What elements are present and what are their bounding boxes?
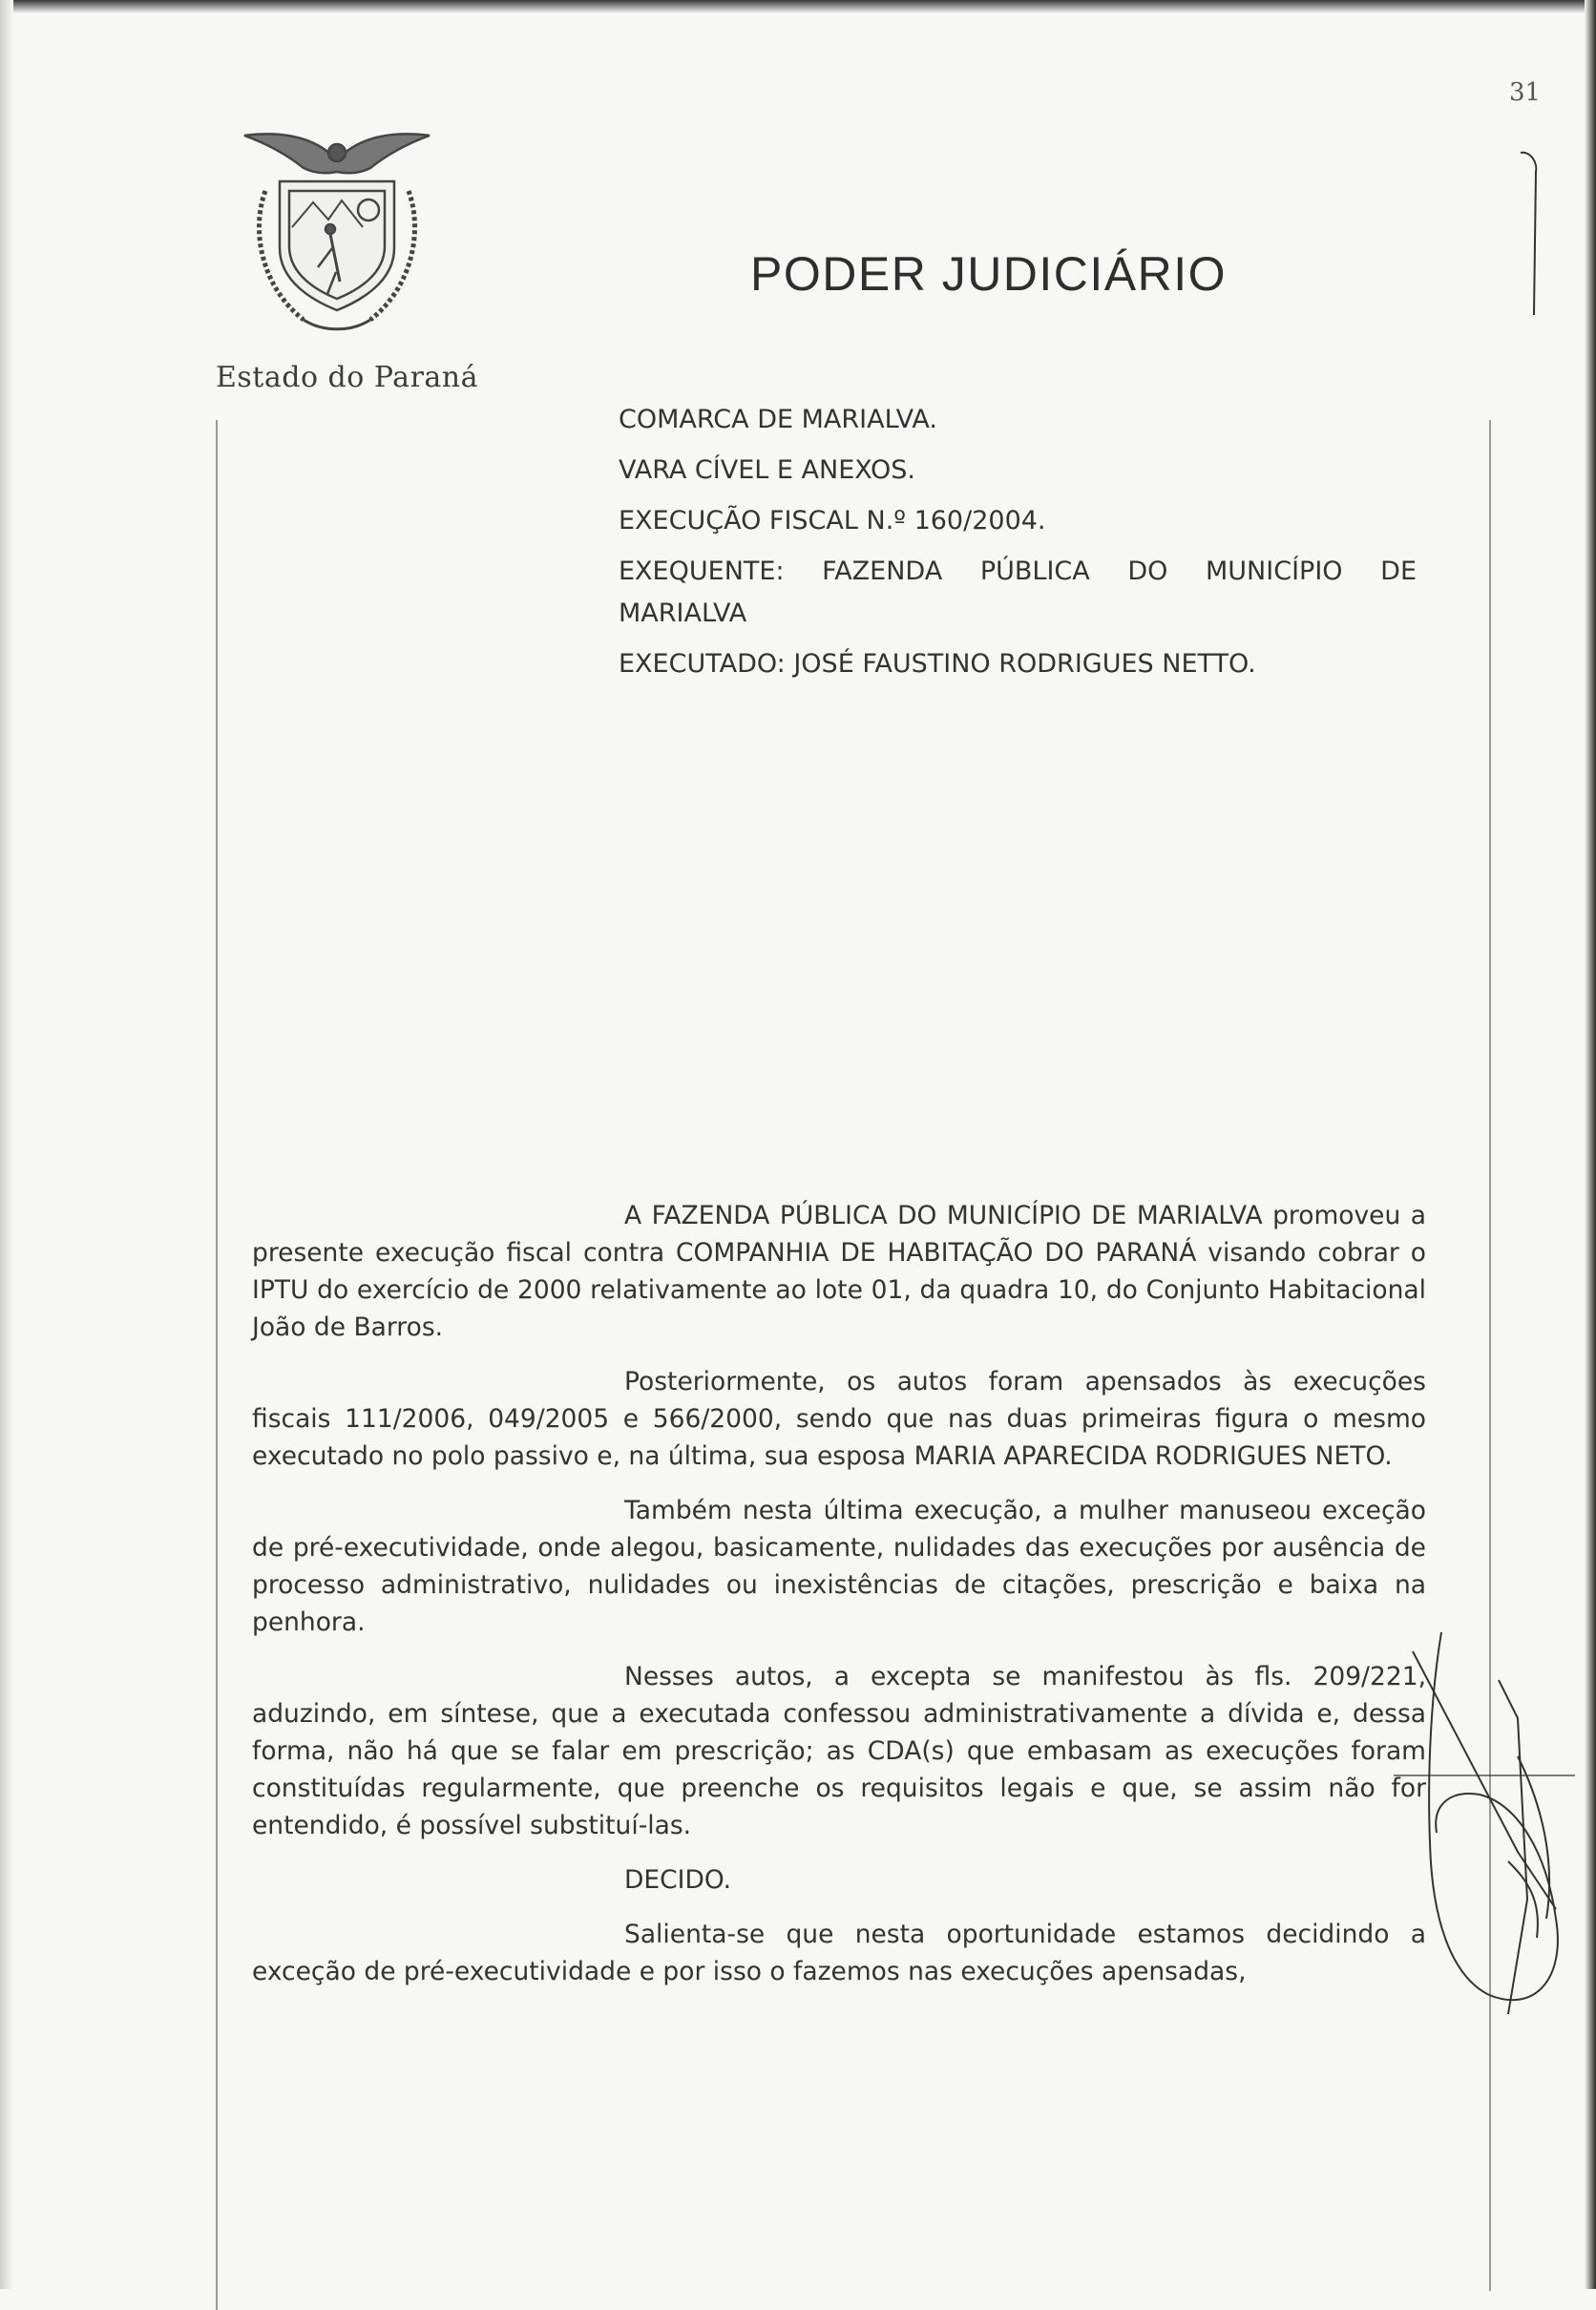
case-header xyxy=(619,399,1417,694)
page-number: 31 xyxy=(1509,78,1542,107)
exequente-text-1: EXEQUENTE: FAZENDA PÚBLICA DO MUNICÍPIO DE xyxy=(619,556,1417,586)
page-title: PODER JUDICIÁRIO xyxy=(750,247,1228,301)
decido-heading: DECIDO. xyxy=(624,1865,732,1895)
parana-coat-of-arms-icon xyxy=(237,115,437,344)
execucao-line: EXECUÇÃO FISCAL N.º 160/2004. xyxy=(619,506,1046,536)
decision-body xyxy=(252,1197,1426,2007)
margin-rule-left xyxy=(216,420,218,2310)
scan-edge-left xyxy=(0,0,13,2289)
exequente-line-2: MARIALVA xyxy=(619,598,747,628)
paragraph-5: Salienta-se que nesta oportunidade estamos decidindo a exceção de pré-executividade e por isso o fazemos nas execuções apensadas, xyxy=(252,1920,1426,1986)
executado-line: EXECUTADO: JOSÉ FAUSTINO RODRIGUES NETTO. xyxy=(619,649,1256,679)
handwritten-signature xyxy=(1375,1613,1594,2148)
scan-edge-top xyxy=(0,0,1596,13)
paragraph-2: Posteriormente, os autos foram apensados às execuções fiscais 111/2006, 049/2005 e 566/2000, sendo que nas duas primeiras figura o mesmo executado no polo passivo e, na última, sua esposa MARIA APARECIDA RODRIGUES NETO. xyxy=(252,1367,1426,1471)
paragraph-1: A FAZENDA PÚBLICA DO MUNICÍPIO DE MARIALVA promoveu a presente execução fiscal contra COMPANHIA DE HABITAÇÃO DO PARANÁ visando cobrar o IPTU do exercício de 2000 relativamente ao lote 01, da quadra 10, do Conjunto Habitacional João de Barros. xyxy=(252,1201,1426,1342)
paragraph-4: Nesses autos, a excepta se manifestou às fls. 209/221, aduzindo, em síntese, que a executada confessou administrativamente a dívida e, dessa forma, não há que se falar em prescrição; as CDA(s) que embasam as execuções foram constituídas regularmente, que preenche os requisitos legais e que, se assim não for entendido, é possível substituí-las. xyxy=(252,1662,1426,1840)
margin-pen-mark xyxy=(1513,134,1551,325)
paragraph-3: Também nesta última execução, a mulher manuseou exceção de pré-executividade, onde alegou, basicamente, nulidades das execuções por ausência de processo administrativo, nulidades ou inexistências de citações, prescrição e baixa na penhora. xyxy=(252,1496,1426,1637)
state-name: Estado do Paraná xyxy=(216,361,478,394)
exequente-line-1 xyxy=(619,551,1417,593)
comarca-line: COMARCA DE MARIALVA. xyxy=(619,405,937,434)
vara-line: VARA CÍVEL E ANEXOS. xyxy=(619,455,916,485)
